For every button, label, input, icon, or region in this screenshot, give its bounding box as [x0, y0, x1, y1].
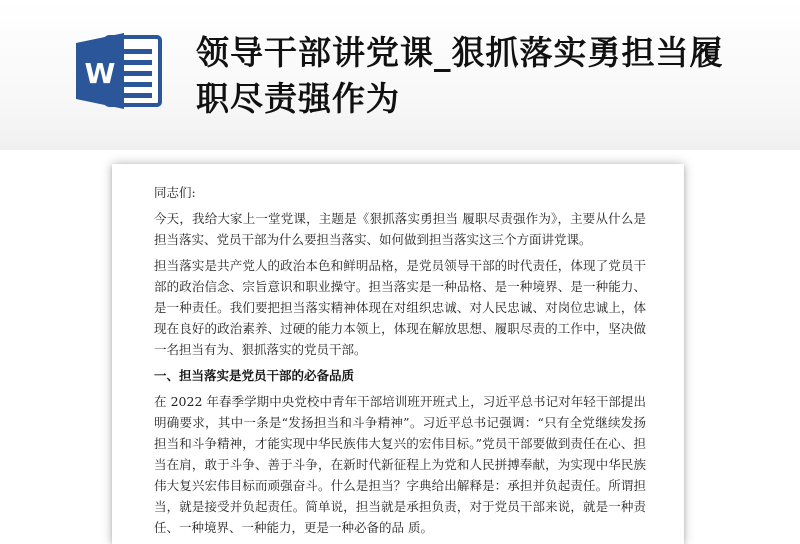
paragraph-intro: 今天，我给大家上一堂党课，主题是《狠抓落实勇担当 履职尽责强作为》，主要从什么是担当落实、党员干部为什么要担当落实、如何做到担当落实这三个方面讲党课。	[154, 211, 646, 247]
greeting: 同志们:	[154, 185, 196, 200]
document-page	[112, 164, 684, 544]
document-body	[154, 182, 646, 543]
word-document-icon	[76, 33, 164, 109]
document-title: 领导干部讲党课_狠抓落实勇担当履职尽责强作为	[196, 33, 724, 118]
header-banner	[0, 0, 800, 150]
section-heading: 一、担当落实是党员干部的必备品质	[154, 368, 355, 383]
svg-text:W: W	[84, 57, 116, 90]
section-paragraph: 在 2022 年春季学期中央党校中青年干部培训班开班式上，习近平总书记对年轻干部提出明确要求，其中一条是“发扬担当和斗争精神”。习近平总书记强调：“只有全党继续发扬担当和斗争精神，才能实现中华民族伟大复兴的宏伟目标。”党员干部要做到责任在心、担当在肩，敢于斗争、善于斗争，在新时代新征程上为党和人民拼搏奉献，为实现中华民族伟大复兴宏伟目标而顽强奋斗。什么是担当？字典给出解释是：承担并负起责任。所谓担当，就是接受并负起责任。简单说，担当就是承担负责，对于党员干部来说，就是一种责任、一种境界、一种能力，更是一种必备的品 质。	[154, 394, 646, 535]
paragraph-definition: 担当落实是共产党人的政治本色和鲜明品格，是党员领导干部的时代责任，体现了党员干部的政治信念、宗旨意识和职业操守。担当落实是一种品格、是一种境界、是一种能力、是一种责任。我们要把担当落实精神体现在对组织忠诚、对人民忠诚、对岗位忠诚上，体现在良好的政治素养、过硬的能力本领上，体现在解放思想、履职尽责的工作中，坚决做一名担当有为、狠抓落实的党员干部。	[154, 258, 646, 357]
